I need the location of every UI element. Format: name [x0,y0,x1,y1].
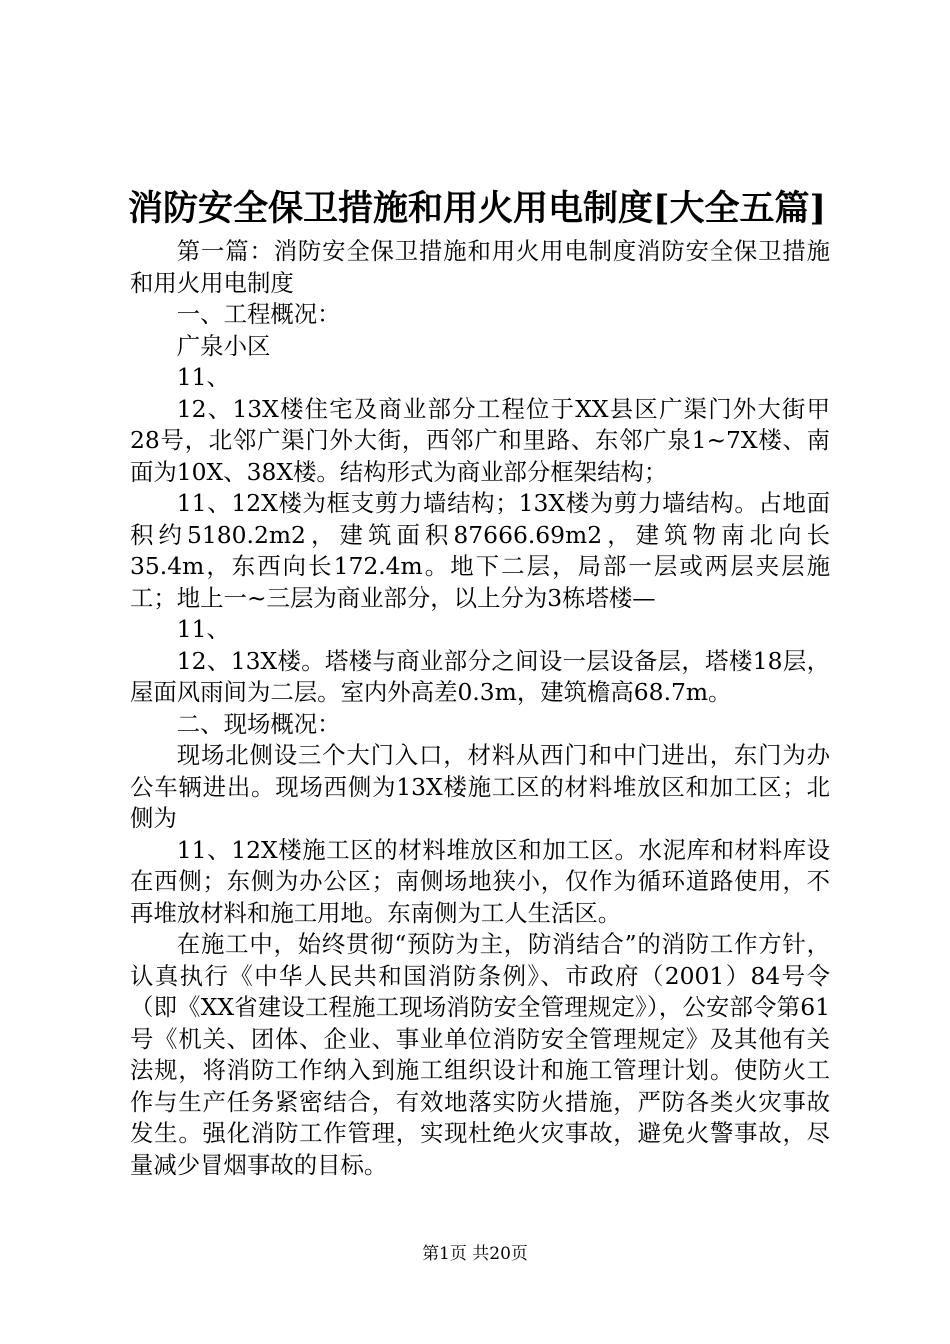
paragraph-2: 一、工程概况： [176,300,341,328]
paragraph-10: 现场北侧设三个大门入口，材料从西门和中门进出，东门为办公车辆进出。现场西侧为13X楼施工区的材料堆放区和加工区；北侧为 [130,741,830,832]
paragraph-5: 12、13X楼住宅及商业部分工程位于XX县区广渠门外大街甲28号，北邻广渠门外大街，西邻广和里路、东邻广泉1~7X楼、南面为10X、38X楼。结构形式为商业部分框架结构； [130,394,830,486]
page-footer: 第1页 共20页 [422,1244,528,1264]
paragraph-11: 11、12X楼施工区的材料堆放区和加工区。水泥库和材料库设在西侧；东侧为办公区；南侧场地狭小，仅作为循环道路使用，不再堆放材料和施工用地。东南侧为工人生活区。 [130,835,830,927]
paragraph-1: 第一篇：消防安全保卫措施和用火用电制度消防安全保卫措施和用火用电制度 [130,237,830,297]
paragraph-8: 12、13X楼。塔楼与商业部分之间设一层设备层，塔楼18层，屋面风雨间为二层。室内外高差0.3m，建筑檐高68.7m。 [130,646,830,706]
paragraph-7: 11、 [176,615,230,643]
paragraph-6: 11、12X楼为框支剪力墙结构；13X楼为剪力墙结构。占地面积约5180.2m2，建筑面积87666.69m2，建筑物南北向长35.4m，东西向长172.4m。地下二层，局部一层或两层夹层施工；地上一~三层为商业部分，以上分为3栋塔楼— [130,489,830,612]
paragraph-9: 二、现场概况： [176,709,341,738]
paragraph-4: 11、 [176,363,230,391]
paragraph-3: 广泉小区 [176,331,271,360]
document-body [130,236,830,1181]
document-title: 消防安全保卫措施和用火用电制度[大全五篇] [128,188,827,229]
paragraph-12: 在施工中，始终贯彻“预防为主，防消结合”的消防工作方针，认真执行《中华人民共和国消防条例》、市政府（2001）84号令（即《XX省建设工程施工现场消防安全管理规定》），公安部令第61号《机关、团体、企业、事业单位消防安全管理规定》及其他有关法规，将消防工作纳入到施工组织设计和施工管理计划。使防火工作与生产任务紧密结合，有效地落实防火措施，严防各类火灾事故发生。强化消防工作管理，实现杜绝火灾事故，避免火警事故，尽量减少冒烟事故的目标。 [130,930,830,1179]
